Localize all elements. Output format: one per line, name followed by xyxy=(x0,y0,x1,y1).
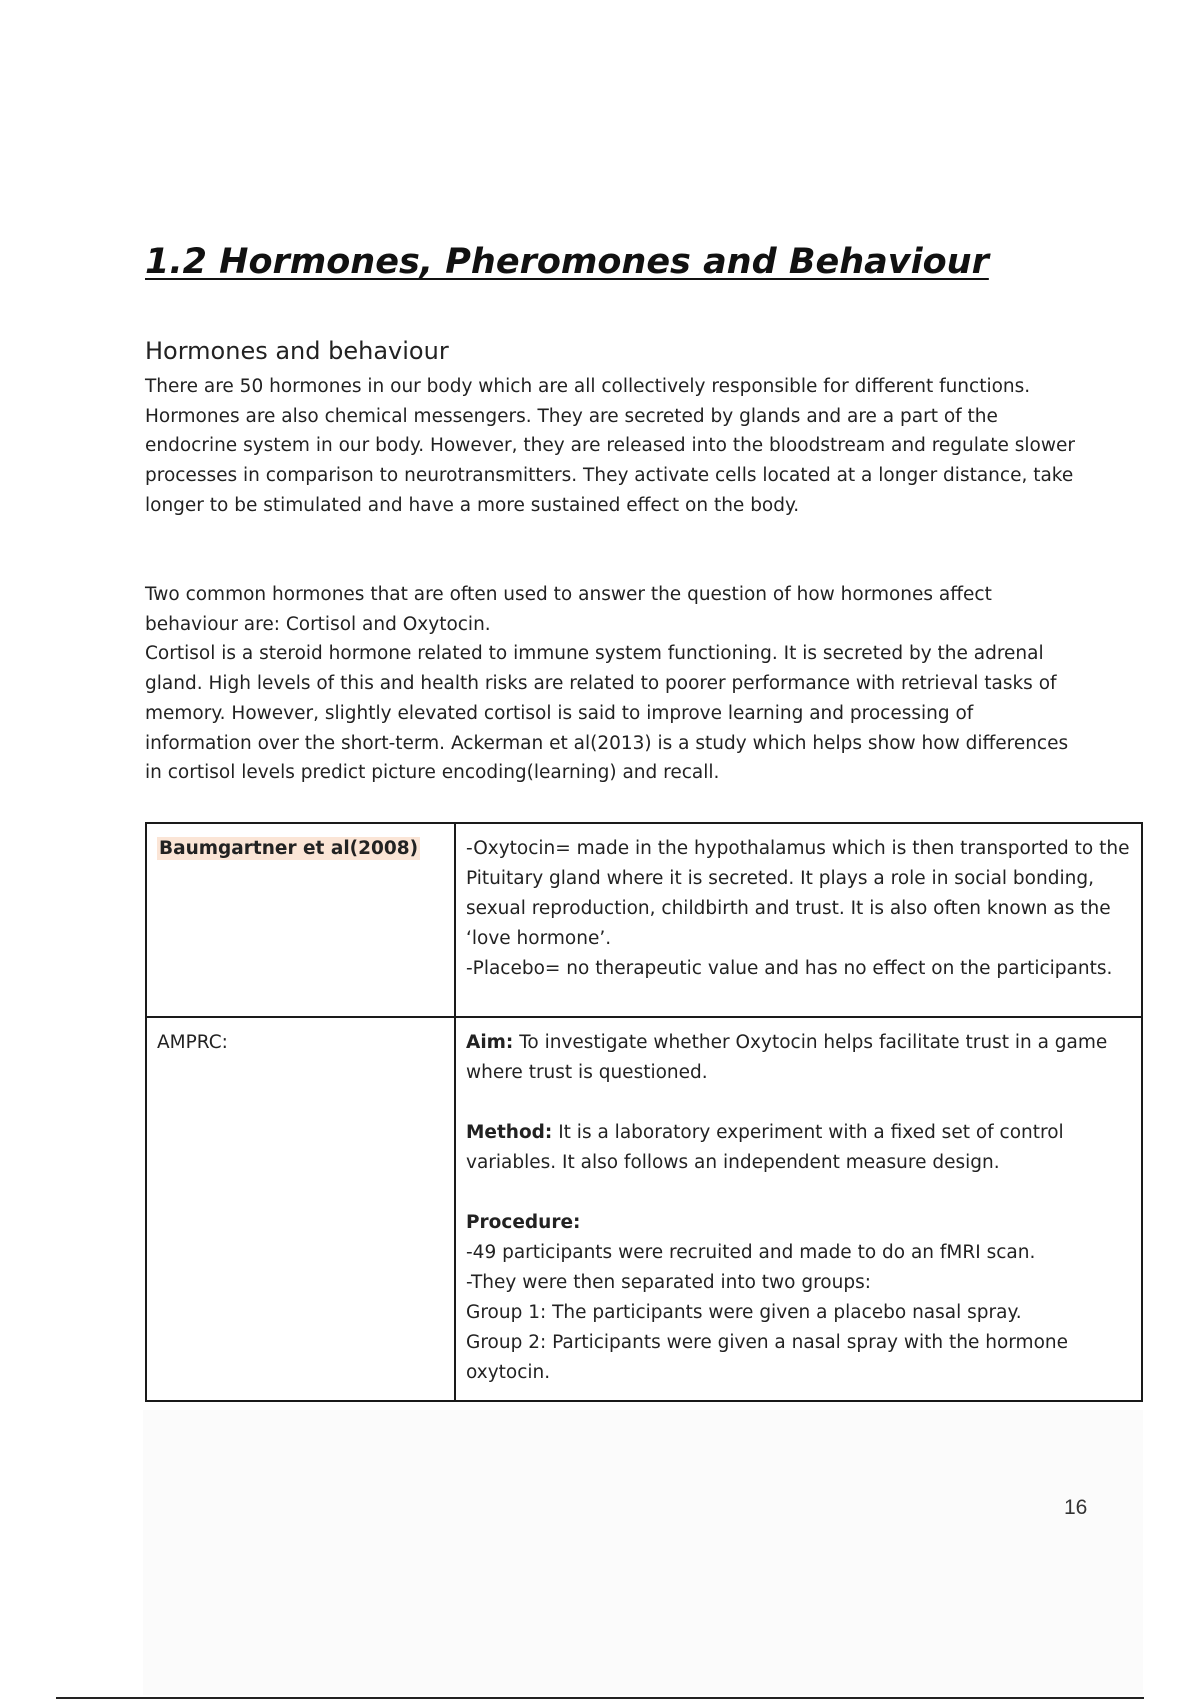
table-row xyxy=(146,823,1142,1017)
definitions-cell xyxy=(455,823,1142,1017)
table-row xyxy=(146,1017,1142,1401)
procedure-line: Group 2: Participants were given a nasal spray with the hormone oxytocin. xyxy=(466,1332,1068,1383)
amprc-label-cell xyxy=(146,1017,455,1401)
paragraph-line: Two common hormones that are often used to answer the question of how hormones affect behaviour are: Cortisol and Oxytocin. xyxy=(145,584,992,635)
procedure-line: -They were then separated into two groups: xyxy=(466,1272,871,1293)
page-number: 16 xyxy=(1064,1496,1088,1519)
bottom-shaded-area xyxy=(143,1410,1143,1695)
definition-placebo: -Placebo= no therapeutic value and has no effect on the participants. xyxy=(466,958,1113,979)
study-name-cell xyxy=(146,823,455,1017)
amprc-label: AMPRC: xyxy=(157,1032,228,1053)
method-line xyxy=(466,1118,1131,1178)
study-name: Baumgartner et al(2008) xyxy=(159,838,419,859)
aim-label: Aim: xyxy=(466,1032,514,1053)
method-text: It is a laboratory experiment with a fixed set of control variables. It also follows an independent measure design. xyxy=(466,1122,1064,1173)
section-heading: Hormones and behaviour xyxy=(145,337,449,365)
spacer xyxy=(466,1178,1131,1208)
paragraph-cortisol-oxytocin xyxy=(145,580,1085,788)
paragraph-hormones-intro: There are 50 hormones in our body which are all collectively responsible for different functions. Hormones are also chemical messengers. They are secreted by glands and are a part of the endocrine system in our body. However, they are released into the bloodstream and regulate slower processes in comparison to neurotransmitters. They activate cells located at a longer distance, take longer to be stimulated and have a more sustained effect on the body. xyxy=(145,376,1075,516)
spacer xyxy=(466,1088,1131,1118)
aim-text: To investigate whether Oxytocin helps facilitate trust in a game where trust is questioned. xyxy=(466,1032,1108,1083)
procedure-line: Group 1: The participants were given a placebo nasal spray. xyxy=(466,1302,1022,1323)
definition-oxytocin: -Oxytocin= made in the hypothalamus which is then transported to the Pituitary gland where it is secreted. It plays a role in social bonding, sexual reproduction, childbirth and trust. It is also often known as the ‘love hormone’. xyxy=(466,838,1130,949)
aim-line xyxy=(466,1028,1131,1088)
paragraph-line: Cortisol is a steroid hormone related to immune system functioning. It is secreted by the adrenal gland. High levels of this and health risks are related to poorer performance with retrieval tasks of memory. However, slightly elevated cortisol is said to improve learning and processing of information over the short-term. Ackerman et al(2013) is a study which helps show how differences in cortisol levels predict picture encoding(learning) and recall. xyxy=(145,643,1069,784)
study-table xyxy=(145,822,1143,1402)
bottom-divider xyxy=(56,1697,1144,1699)
procedure-label: Procedure: xyxy=(466,1212,581,1233)
procedure-line: -49 participants were recruited and made to do an fMRI scan. xyxy=(466,1242,1036,1263)
amprc-content-cell xyxy=(455,1017,1142,1401)
method-label: Method: xyxy=(466,1122,553,1143)
page-title: 1.2 Hormones, Pheromones and Behaviour xyxy=(145,242,989,282)
